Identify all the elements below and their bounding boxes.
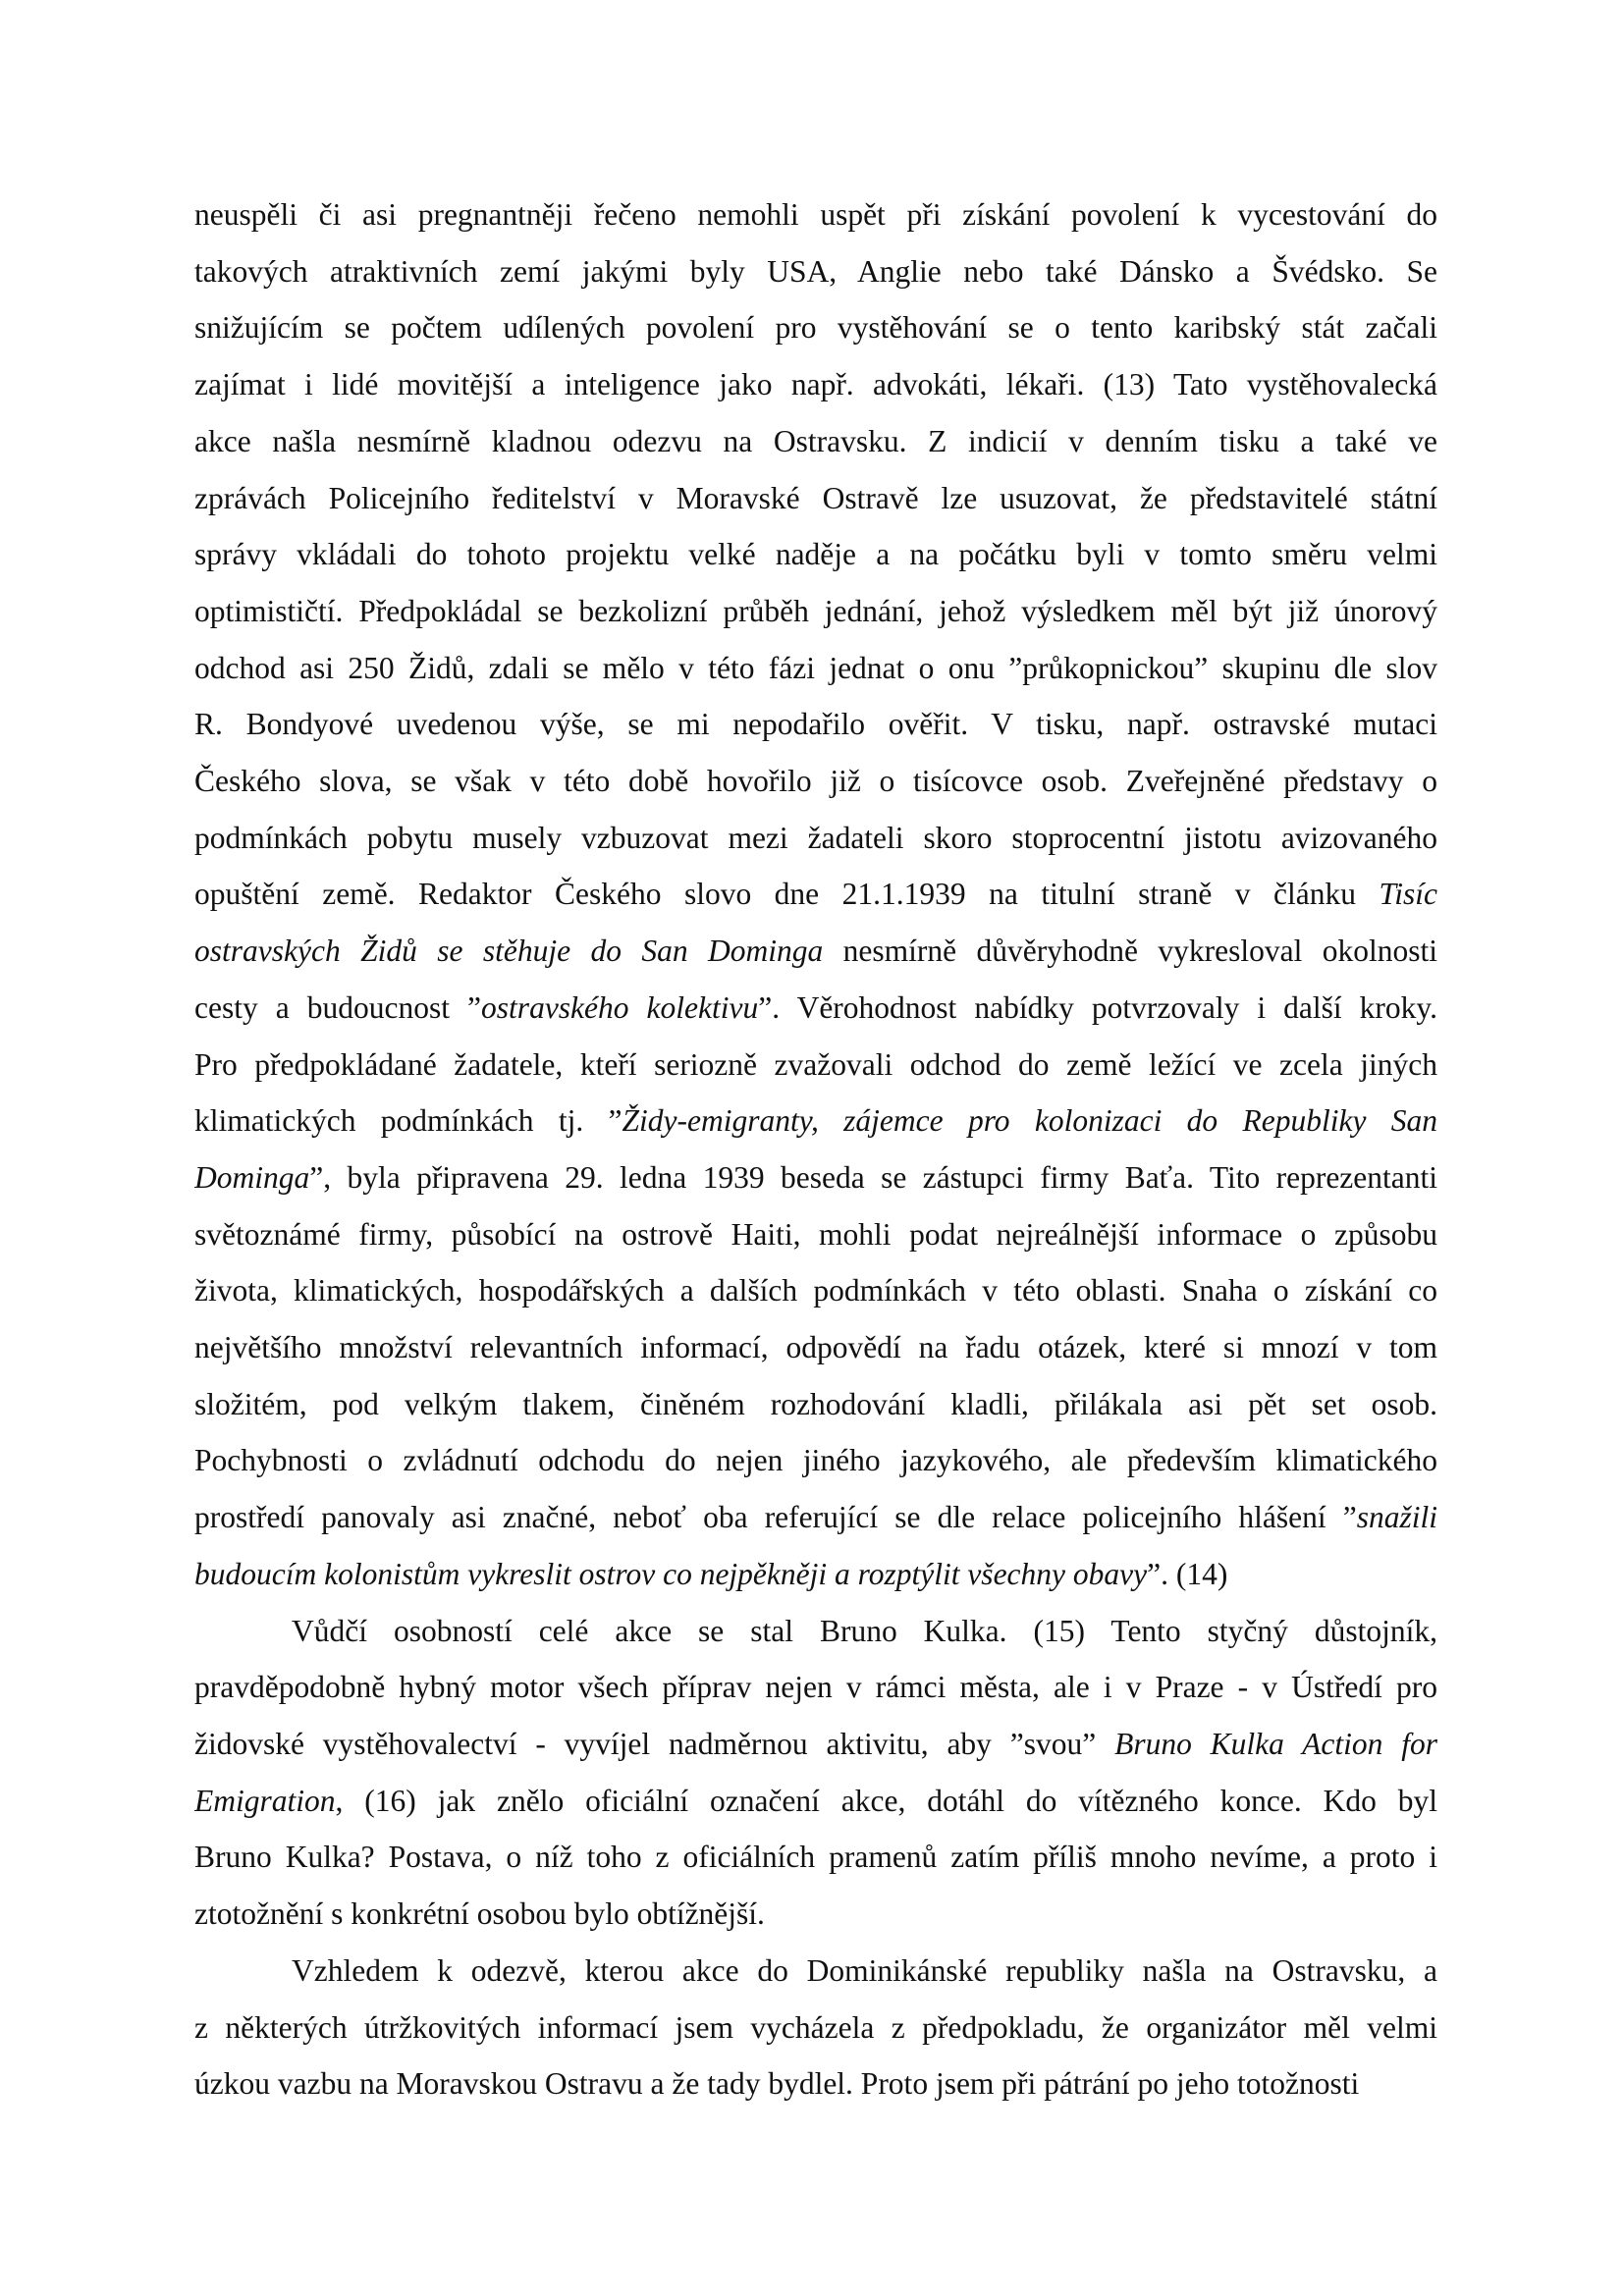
text-line: pravděpodobně hybný motor všech příprav nejen v rámci města, ale i v Praze - v Ústředí pro xyxy=(194,1670,1437,1705)
text-line: správy vkládali do tohoto projektu velké naděje a na počátku byli v tomto směru velmi xyxy=(194,537,1437,572)
text-line: Pochybnosti o zvládnutí odchodu do nejen jiného jazykového, ale především klimatického xyxy=(194,1443,1437,1478)
text-line: ztotožnění s konkrétní osobou bylo obtížnější. xyxy=(194,1896,765,1932)
text-line: neuspěli či asi pregnantněji řečeno nemohli uspět při získání povolení k vycestování do xyxy=(194,197,1437,232)
text-line: Českého slova, se však v této době hovořilo již o tisícovce osob. Zveřejněné představy o xyxy=(194,764,1437,799)
text-line: klimatických podmínkách tj. ”Židy-emigranty, zájemce pro kolonizaci do Republiky San xyxy=(194,1103,1437,1139)
text-line: Vzhledem k odezvě, kterou akce do Dominikánské republiky našla na Ostravsku, a xyxy=(292,1952,1437,1988)
text-line: Vůdčí osobností celé akce se stal Bruno Kulka. (15) Tento styčný důstojník, xyxy=(292,1613,1437,1648)
italic-text: Bruno Kulka Action for xyxy=(1114,1726,1437,1761)
paragraph xyxy=(194,1943,1437,2112)
italic-text: ostravského kolektivu xyxy=(481,989,759,1025)
text-line: Emigration, (16) jak znělo oficiální označení akce, dotáhl do vítězného konce. Kdo byl xyxy=(194,1783,1437,1818)
text-line: takových atraktivních zemí jakými byly USA, Anglie nebo také Dánsko a Švédsko. Se xyxy=(194,253,1437,289)
italic-text: budoucím kolonistům vykreslit ostrov co nejpěkněji a rozptýlit všechny obavy xyxy=(194,1556,1148,1591)
text-line: života, klimatických, hospodářských a dalších podmínkách v této oblasti. Snaha o získání co xyxy=(194,1273,1437,1308)
italic-text: Emigration xyxy=(194,1783,336,1818)
italic-text: Židy-emigranty, zájemce pro kolonizaci do Republiky San xyxy=(622,1103,1437,1139)
text-line: Bruno Kulka? Postava, o níž toho z oficiálních pramenů zatím příliš mnoho nevíme, a proto i xyxy=(194,1840,1437,1875)
text-line: úzkou vazbu na Moravskou Ostravu a že tady bydlel. Proto jsem při pátrání po jeho totožnosti xyxy=(194,2066,1360,2102)
text-line: snižujícím se počtem udílených povolení pro vystěhování se o tento karibský stát začali xyxy=(194,310,1437,346)
text-line: podmínkách pobytu musely vzbuzovat mezi žadateli skoro stoprocentní jistotu avizovaného xyxy=(194,820,1437,855)
text-line: složitém, pod velkým tlakem, činěném rozhodování kladli, přilákala asi pět set osob. xyxy=(194,1386,1437,1421)
text-line: prostředí panovaly asi značné, neboť oba referující se dle relace policejního hlášení ”snažili xyxy=(194,1500,1437,1535)
paragraph xyxy=(194,1603,1437,1943)
text-line: zajímat i lidé movitější a inteligence jako např. advokáti, lékaři. (13) Tato vystěhovalecká xyxy=(194,367,1437,402)
text-line: zprávách Policejního ředitelství v Moravské Ostravě lze usuzovat, že představitelé státní xyxy=(194,480,1437,515)
text-line: optimističtí. Předpokládal se bezkolizní průběh jednání, jehož výsledkem měl být již únorový xyxy=(194,593,1437,628)
text-line: Dominga”, byla připravena 29. ledna 1939 beseda se zástupci firmy Baťa. Tito reprezentanti xyxy=(194,1159,1437,1195)
italic-text: ostravských Židů se stěhuje do San Dominga xyxy=(194,934,824,969)
text-line: akce našla nesmírně kladnou odezvu na Ostravsku. Z indicií v denním tisku a také ve xyxy=(194,423,1437,458)
text-line: ostravských Židů se stěhuje do San Dominga nesmírně důvěryhodně vykresloval okolnosti xyxy=(194,934,1437,969)
text-line: z některých útržkovitých informací jsem vycházela z předpokladu, že organizátor měl velmi xyxy=(194,2009,1437,2045)
italic-text: Tisíc xyxy=(1379,877,1437,912)
paragraph xyxy=(194,187,1437,1603)
text-line: židovské vystěhovalectví - vyvíjel nadměrnou aktivitu, aby ”svou” Bruno Kulka Action for xyxy=(194,1726,1437,1761)
text-line: světoznámé firmy, působící na ostrově Haiti, mohli podat nejreálnější informace o způsobu xyxy=(194,1216,1437,1252)
text-line: R. Bondyové uvedenou výše, se mi nepodařilo ověřit. V tisku, např. ostravské mutaci xyxy=(194,707,1437,742)
text-line: budoucím kolonistům vykreslit ostrov co nejpěkněji a rozptýlit všechny obavy”. (14) xyxy=(194,1556,1228,1591)
body-text xyxy=(194,187,1437,2112)
italic-text: Dominga xyxy=(194,1159,310,1195)
italic-text: snažili xyxy=(1356,1500,1437,1535)
text-line: cesty a budoucnost ”ostravského kolektivu”. Věrohodnost nabídky potvrzovaly i další kroky. xyxy=(194,989,1437,1025)
text-line: největšího množství relevantních informací, odpovědí na řadu otázek, které si mnozí v tom xyxy=(194,1330,1437,1365)
text-line: odchod asi 250 Židů, zdali se mělo v této fázi jednat o onu ”průkopnickou” skupinu dle slov xyxy=(194,650,1437,685)
text-line: Pro předpokládané žadatele, kteří seriozně zvažovali odchod do země ležící ve zcela jiných xyxy=(194,1046,1437,1082)
text-line: opuštění země. Redaktor Českého slovo dne 21.1.1939 na titulní straně v článku Tisíc xyxy=(194,877,1437,912)
